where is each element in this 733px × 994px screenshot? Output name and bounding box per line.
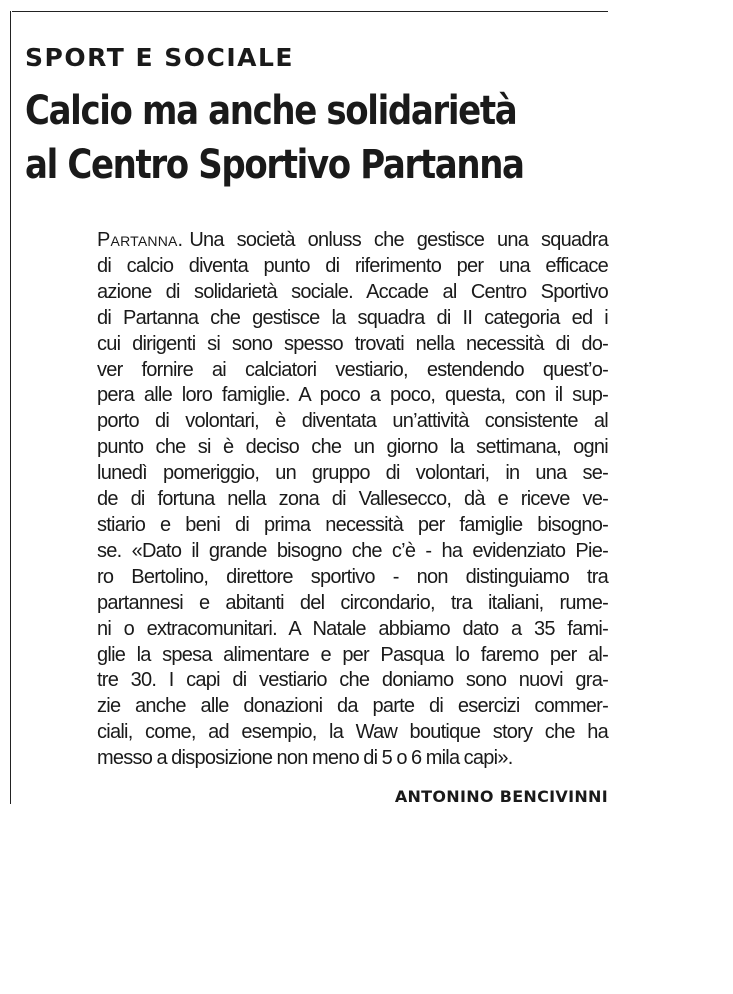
body-line: ver fornire ai calciatori vestiario, estendendo quest’o- [97,358,608,381]
body-line: de di fortuna nella zona di Vallesecco, dà e riceve ve- [97,488,608,511]
article-headline [25,84,524,192]
body-line: ciali, come, ad esempio, la Waw boutique story che ha [97,721,608,744]
body-line: glie la spesa alimentare e per Pasqua lo faremo per al- [97,643,608,666]
body-line: zie anche alle donazioni da parte di esercizi commer- [97,695,608,718]
body-line [97,228,608,254]
body-line: se. «Dato il grande bisogno che c’è - ha evidenziato Pie- [97,539,608,562]
body-line: messo a disposizione non meno di 5 o 6 mila capi». [97,747,513,770]
article-byline: ANTONINO BENCIVINNI [394,787,608,806]
body-line: ni o extracomunitari. A Natale abbiamo dato a 35 fami- [97,617,608,640]
body-line: ro Bertolino, direttore sportivo - non distinguiamo tra [97,565,608,588]
article-kicker: SPORT E SOCIALE [25,43,295,72]
top-rule [12,11,608,12]
article-dateline: Partanna. [97,229,184,251]
body-line: partannesi e abitanti del circondario, tra italiani, rume- [97,591,608,614]
left-rule [10,11,11,804]
body-line: lunedì pomeriggio, un gruppo di volontari, in una se- [97,462,608,485]
body-line: azione di solidarietà sociale. Accade al Centro Sportivo [97,280,608,303]
body-line: tre 30. I capi di vestiario che doniamo sono nuovi gra- [97,669,608,692]
article-body [97,228,608,772]
body-line: cui dirigenti si sono spesso trovati nella necessità di do- [97,332,608,355]
headline-line-2: al Centro Sportivo Partanna [25,142,524,188]
body-line-text: Una società onluss che gestisce una squadra [189,229,608,251]
body-line: punto che si è deciso che un giorno la settimana, ogni [97,436,608,459]
body-line: stiario e beni di prima necessità per famiglie bisogno- [97,513,608,536]
body-line: di calcio diventa punto di riferimento per una efficace [97,254,608,277]
headline-line-1: Calcio ma anche solidarietà [25,88,517,134]
body-line: pera alle loro famiglie. A poco a poco, questa, con il sup- [97,384,608,407]
body-line: porto di volontari, è diventata un’attività consistente al [97,410,608,433]
body-line: di Partanna che gestisce la squadra di II categoria ed i [97,306,608,329]
